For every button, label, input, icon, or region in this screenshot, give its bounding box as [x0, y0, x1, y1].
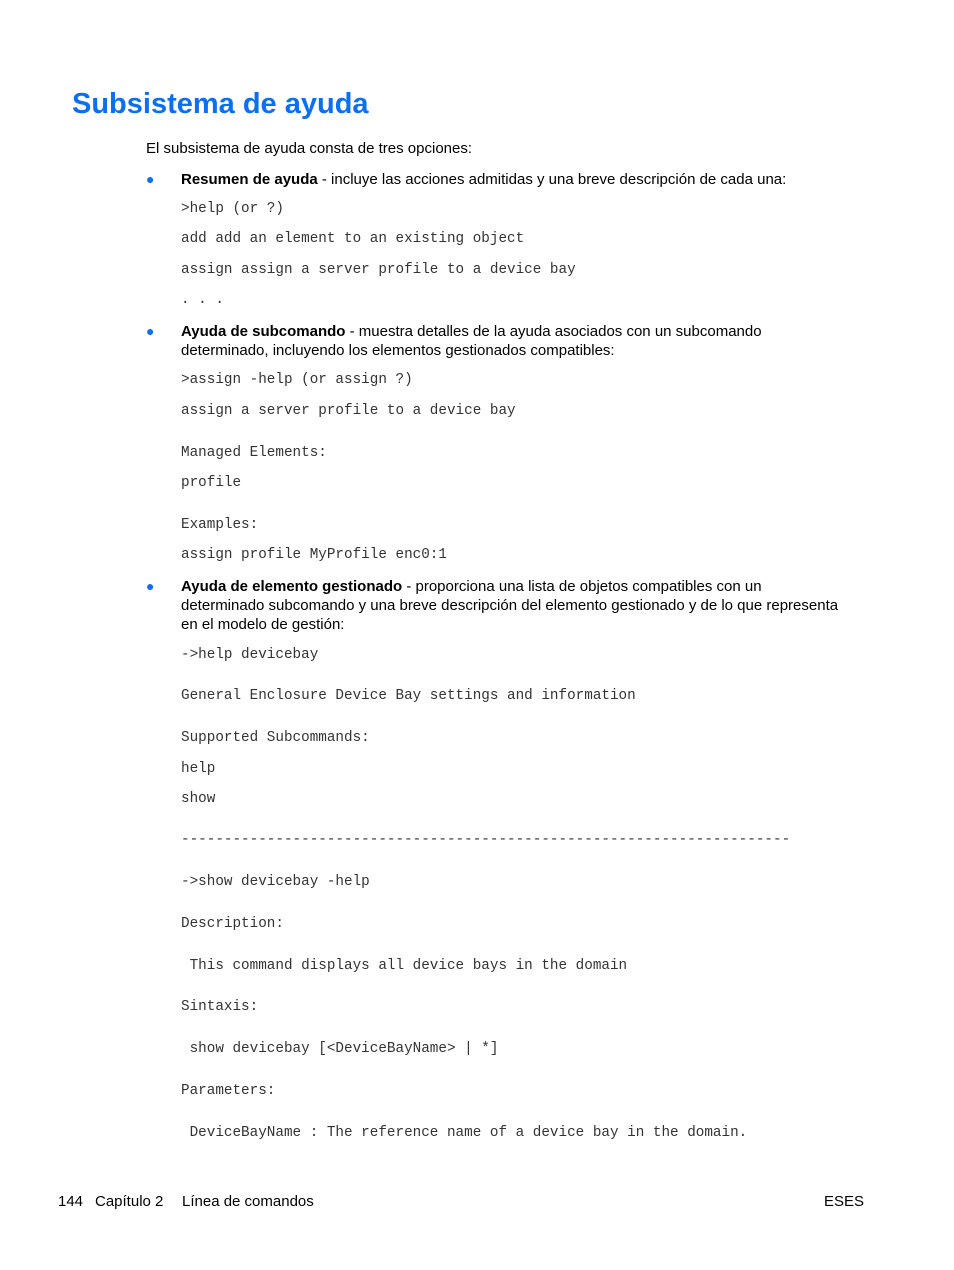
- section-2-term: Ayuda de subcomando: [181, 323, 346, 340]
- code-line: Supported Subcommands:: [181, 730, 370, 746]
- code-line: Sintaxis:: [181, 999, 259, 1015]
- code-line: assign assign a server profile to a device bay: [181, 262, 576, 278]
- bullet-icon: ●: [146, 323, 155, 339]
- code-line: show: [181, 791, 216, 807]
- code-line: This command displays all device bays in the domain: [181, 958, 628, 974]
- code-line: profile: [181, 475, 242, 491]
- section-2-text: [181, 322, 841, 360]
- section-3-desc: - proporciona una lista de objetos compatibles con un determinado subcomando y una breve descripción del elemento gestionado y de lo que representa en el modelo de gestión:: [181, 578, 839, 633]
- footer-page-number: 144: [58, 1193, 84, 1210]
- section-1-term: Resumen de ayuda: [181, 171, 318, 188]
- code-line: assign profile MyProfile enc0:1: [181, 547, 447, 563]
- code-line: DeviceBayName : The reference name of a device bay in the domain.: [181, 1125, 748, 1141]
- code-line: Description:: [181, 916, 284, 932]
- code-line: General Enclosure Device Bay settings and information: [181, 688, 636, 704]
- bullet-icon: ●: [146, 171, 155, 187]
- intro-text: El subsistema de ayuda consta de tres opciones:: [146, 140, 473, 157]
- code-line: help: [181, 761, 216, 777]
- code-line: add add an element to an existing object: [181, 231, 525, 247]
- bullet-icon: ●: [146, 578, 155, 594]
- code-line: . . .: [181, 292, 224, 308]
- code-line: >help (or ?): [181, 201, 284, 217]
- section-3-text: [181, 577, 841, 634]
- section-2-desc: - muestra detalles de la ayuda asociados con un subcomando determinado, incluyendo los elementos gestionados compatibles:: [181, 323, 762, 359]
- page-title: Subsistema de ayuda: [72, 88, 369, 120]
- section-3-term: Ayuda de elemento gestionado: [181, 578, 403, 595]
- code-line: >assign -help (or assign ?): [181, 372, 413, 388]
- code-line: Examples:: [181, 517, 259, 533]
- code-line: Managed Elements:: [181, 445, 327, 461]
- code-line: show devicebay [<DeviceBayName> | *]: [181, 1041, 499, 1057]
- code-line: ->help devicebay: [181, 647, 319, 663]
- code-line: ->show devicebay -help: [181, 874, 370, 890]
- code-divider-line: -----------------------------------------------------------------------: [181, 832, 791, 848]
- footer-chapter-title: Línea de comandos: [182, 1193, 314, 1210]
- code-line: assign a server profile to a device bay: [181, 403, 516, 419]
- section-1-text: [181, 170, 841, 189]
- section-1-desc: - incluye las acciones admitidas y una breve descripción de cada una:: [317, 171, 787, 188]
- footer-locale: ESES: [824, 1193, 865, 1210]
- footer-chapter: Capítulo 2: [95, 1193, 164, 1210]
- code-line: Parameters:: [181, 1083, 276, 1099]
